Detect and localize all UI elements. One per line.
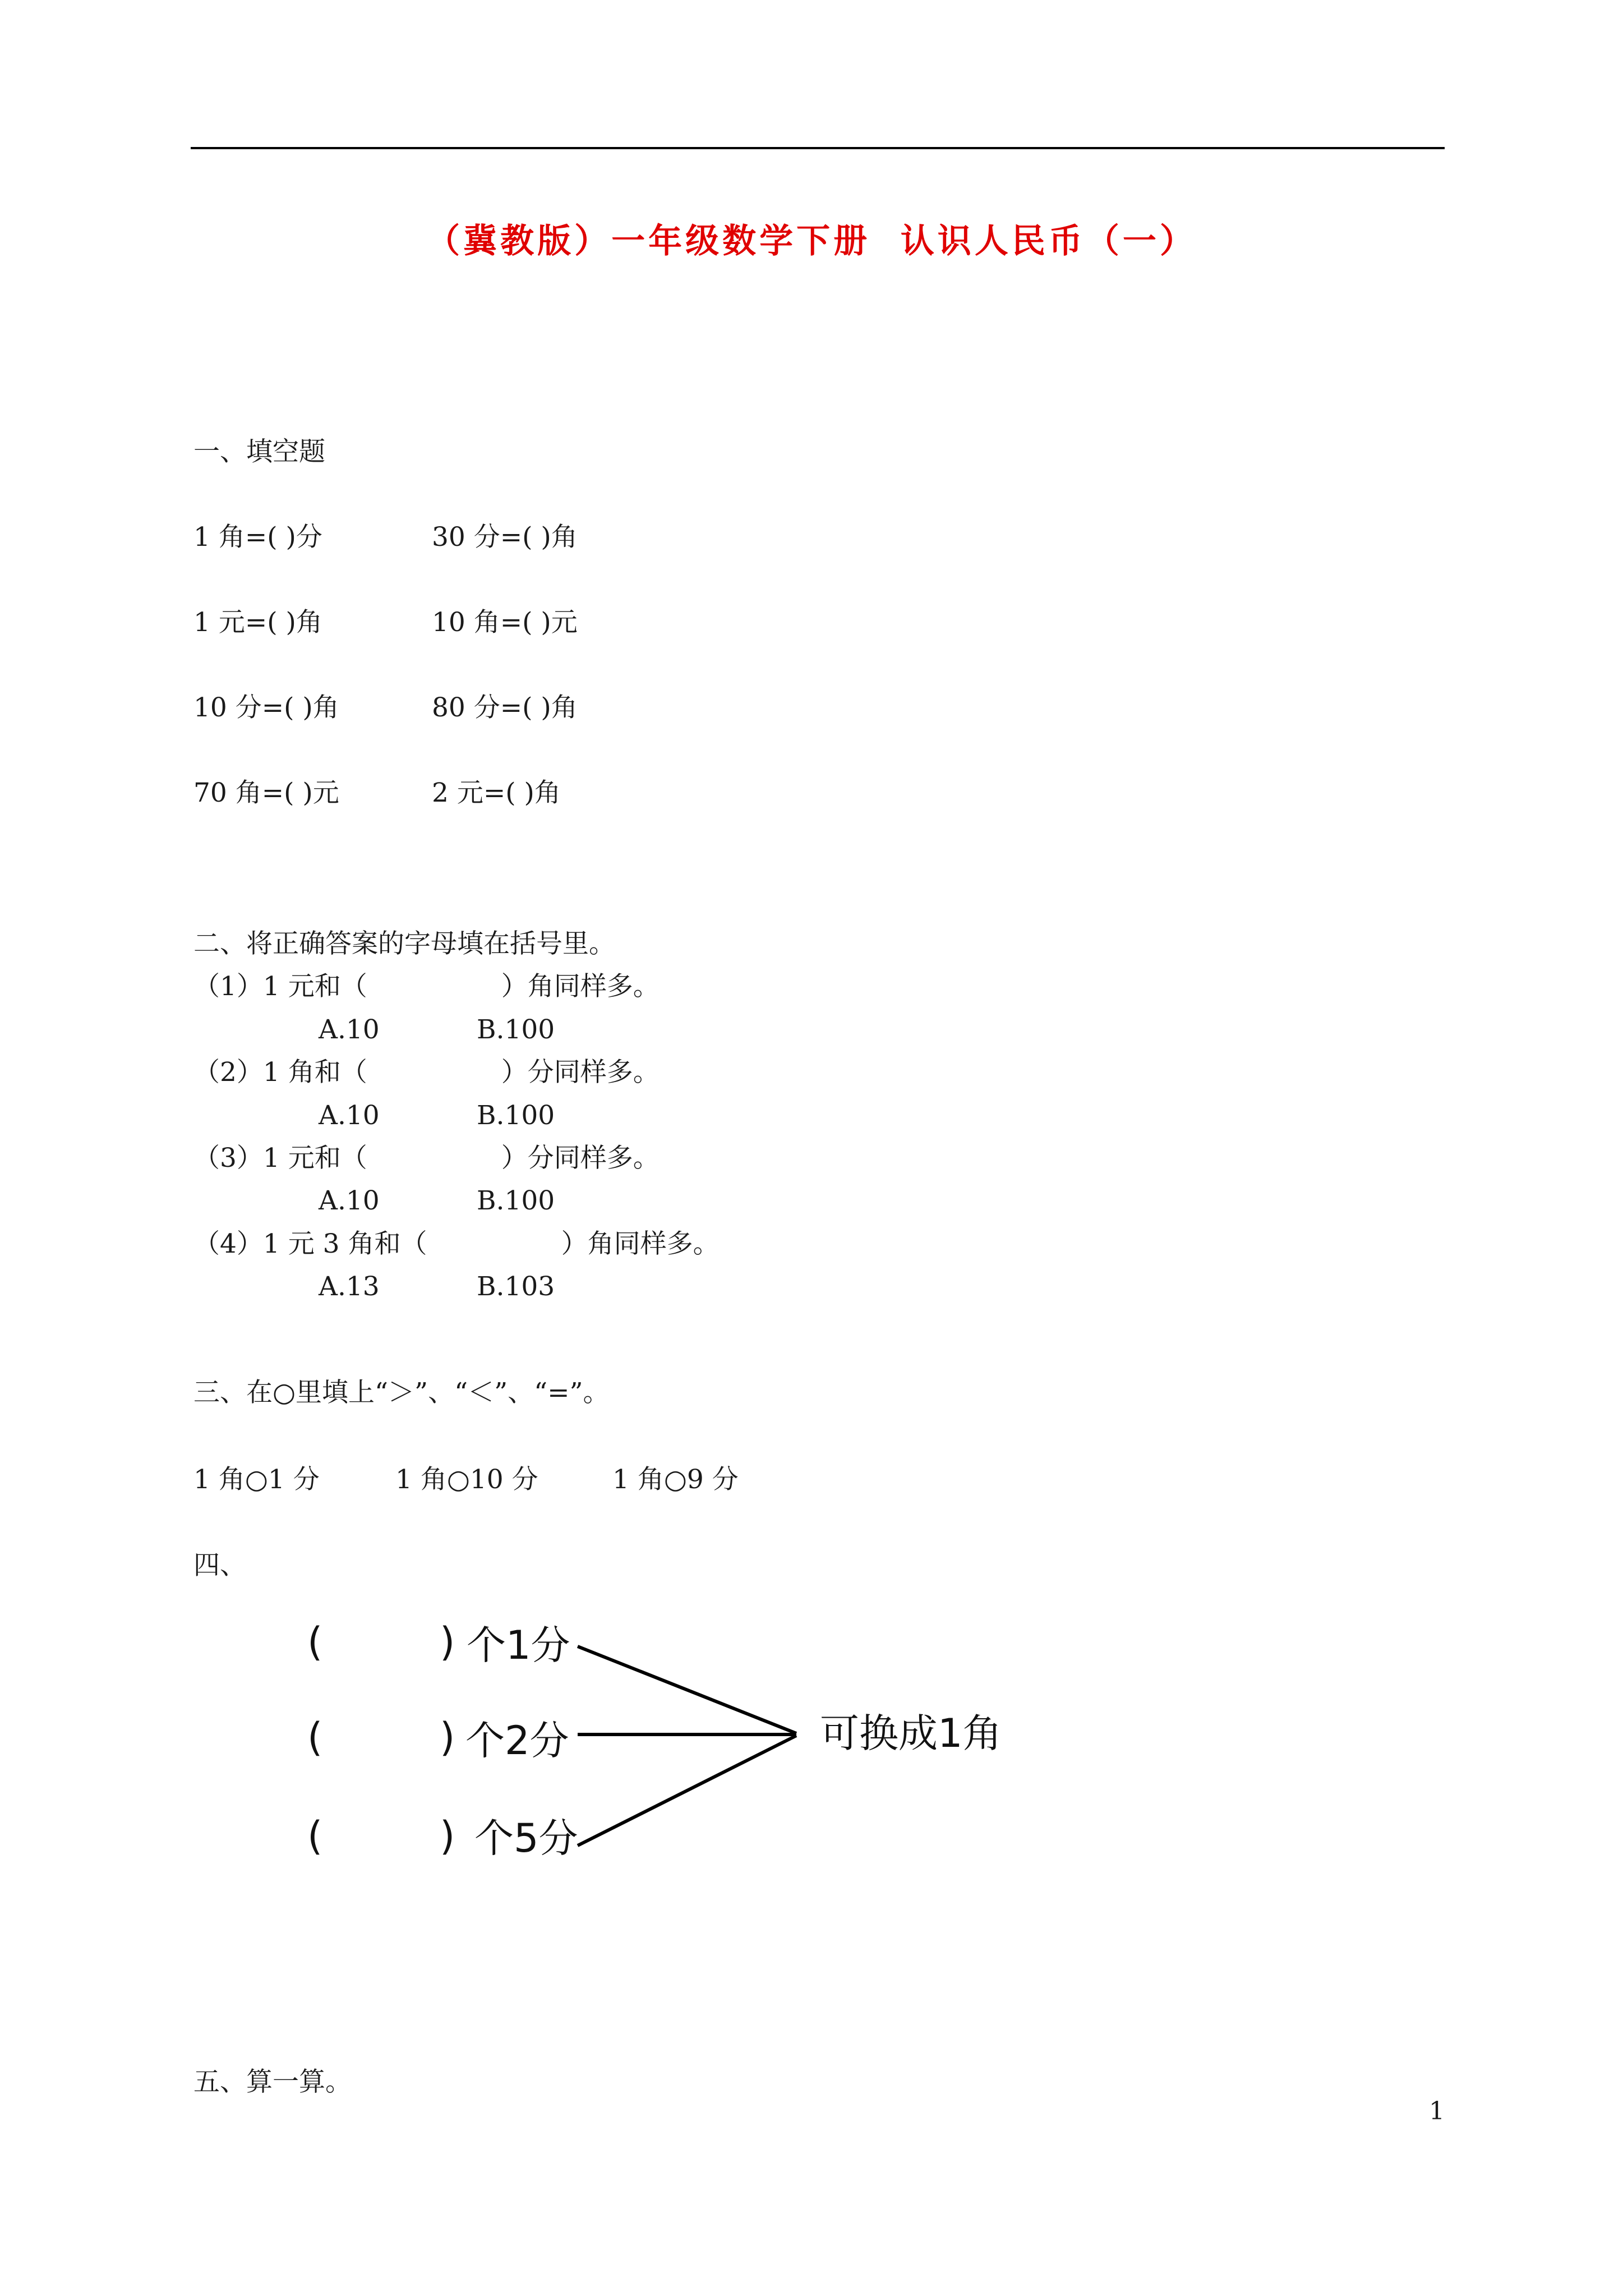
coin-label: 个1分: [467, 1622, 570, 1668]
page-title: （冀教版）一年级数学下册 认识人民币（一）: [426, 222, 1197, 261]
fill-item: 2 元=( )角: [432, 777, 561, 808]
choice-question: （2）1 角和（ ）分同样多。: [193, 1057, 660, 1088]
compare-item: 1 角○9 分: [612, 1464, 739, 1495]
choice-option-a: A.13: [319, 1271, 380, 1302]
choice-question: （4）1 元 3 角和（ ）角同样多。: [193, 1228, 720, 1259]
paren-close: ): [440, 1714, 455, 1760]
fill-item: 1 元=( )角: [193, 607, 322, 638]
section2-heading: 二、将正确答案的字母填在括号里。: [193, 928, 615, 959]
connector-line: [578, 1646, 796, 1733]
paren-open: (: [307, 1619, 323, 1665]
page-number: 1: [1429, 2097, 1445, 2125]
paren-open: (: [307, 1813, 323, 1859]
fill-item: 70 角=( )元: [193, 777, 339, 808]
coin-label: 个5分: [474, 1815, 578, 1861]
paren-close: ): [440, 1619, 455, 1665]
compare-item: 1 角○1 分: [193, 1464, 320, 1495]
paren-close: ): [440, 1813, 455, 1859]
paren-open: (: [307, 1714, 323, 1760]
choice-question: （1）1 元和（ ）角同样多。: [193, 971, 660, 1002]
section5-heading: 五、算一算。: [193, 2067, 352, 2097]
fill-item: 10 角=( )元: [432, 607, 578, 638]
connector-line: [578, 1736, 796, 1846]
choice-option-b: B.103: [477, 1271, 555, 1302]
choice-option-a: A.10: [319, 1185, 380, 1216]
fill-item: 10 分=( )角: [193, 692, 339, 723]
section1-heading: 一、填空题: [193, 436, 325, 467]
fill-item: 80 分=( )角: [432, 692, 578, 723]
choice-option-b: B.100: [477, 1185, 555, 1216]
choice-option-b: B.100: [477, 1100, 555, 1131]
choice-option-a: A.10: [319, 1100, 380, 1131]
choice-option-b: B.100: [477, 1014, 555, 1045]
choice-question: （3）1 元和（ ）分同样多。: [193, 1143, 660, 1174]
section4-heading: 四、: [193, 1550, 246, 1581]
fill-item: 30 分=( )角: [432, 522, 578, 553]
target-label: 可换成1角: [820, 1710, 1002, 1756]
section3-heading: 三、在○里填上“＞”、“＜”、“=”。: [193, 1377, 610, 1408]
coin-label: 个2分: [465, 1718, 569, 1764]
fill-item: 1 角=( )分: [193, 522, 322, 553]
choice-option-a: A.10: [319, 1014, 380, 1045]
compare-item: 1 角○10 分: [395, 1464, 538, 1495]
